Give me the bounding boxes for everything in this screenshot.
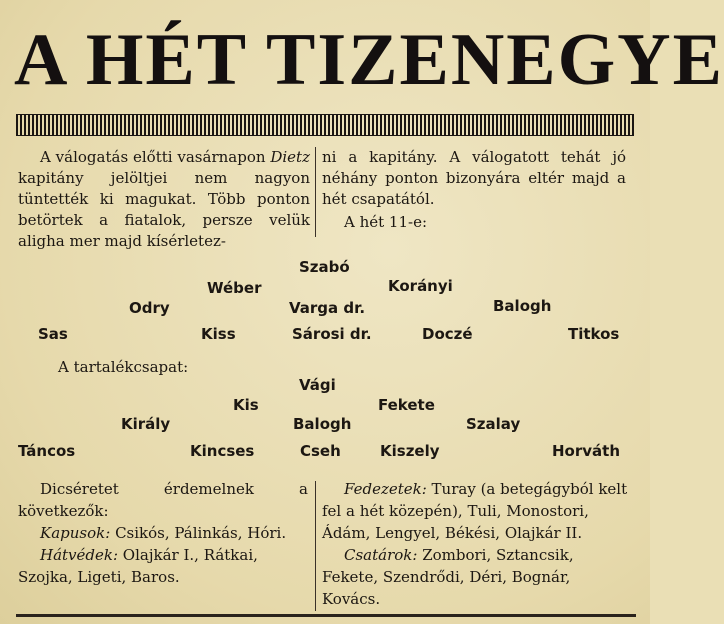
- reserve-goalkeeper: Vági: [299, 376, 336, 394]
- praise-column-right: [322, 478, 628, 610]
- intro-text-a: A válogatás előtti vasárnapon: [40, 148, 271, 166]
- team-half-center: Varga dr.: [289, 299, 366, 317]
- reserve-label: A tartalékcsapat:: [58, 358, 189, 376]
- praise-halves: [322, 478, 628, 544]
- praise-column-left: [18, 478, 308, 588]
- bottom-rule: [16, 614, 636, 617]
- halves-names: Turay (a betegágyból kelt fel a hét közepén), Tuli, Monostori, Ádám, Lengyel, Békési, Olajkár II.: [322, 480, 628, 542]
- backs-label: Hátvédek:: [40, 546, 119, 564]
- team-forward-5: Titkos: [568, 325, 620, 343]
- team-half-right: Balogh: [493, 297, 552, 315]
- decorative-rule: [16, 114, 634, 136]
- team-forward-4: Doczé: [422, 325, 473, 343]
- team-forward-1: Sas: [38, 325, 68, 343]
- praise-forwards: [322, 544, 628, 610]
- reserve-back-left: Kis: [233, 396, 259, 414]
- reserve-forward-5: Horváth: [552, 442, 621, 460]
- halves-label: Fedezetek:: [344, 480, 427, 498]
- reserve-back-right: Fekete: [378, 396, 435, 414]
- column-divider-lower: [315, 481, 316, 611]
- intro-column-right: [322, 147, 626, 233]
- intro-name: Dietz: [270, 148, 310, 166]
- team-intro: A hét 11-e:: [344, 213, 428, 231]
- reserve-forward-2: Kincses: [190, 442, 255, 460]
- headline: A HÉT TIZENEGYE: [14, 19, 724, 101]
- backs-names: Olajkár I., Rátkai, Szojka, Ligeti, Baros.: [18, 546, 258, 586]
- praise-lead: Dicséretet érdemelnek a következők:: [18, 480, 308, 520]
- reserve-half-right: Szalay: [466, 415, 521, 433]
- team-forward-2: Kiss: [201, 325, 236, 343]
- keepers-label: Kapusok:: [40, 524, 111, 542]
- intro-paragraph: A válogatás előtti vasárnapon Dietz kapitány jelöltjei nem nagyon tüntették ki magukat. Több ponton betörtek a fiatalok, persze velük aligha mer majd kísérletez-: [18, 148, 310, 250]
- reserve-forward-4: Kiszely: [380, 442, 440, 460]
- team-half-left: Odry: [129, 299, 170, 317]
- column-divider: [315, 147, 316, 237]
- reserve-forward-3: Cseh: [300, 442, 341, 460]
- intro-column-left: [18, 147, 310, 252]
- forwards-names: Zombori, Sztancsik, Fekete, Szendrődi, Déri, Bognár, Kovács.: [322, 546, 574, 608]
- team-goalkeeper: Szabó: [299, 258, 350, 276]
- intro-continuation: ni a kapitány. A válogatott tehát jó néhány ponton bizonyára eltér majd a hét csapatától.: [322, 148, 626, 208]
- reserve-half-left: Király: [121, 415, 171, 433]
- praise-keepers: [18, 522, 308, 544]
- keepers-names: Csikós, Pálinkás, Hóri.: [110, 524, 287, 542]
- intro-col1-end: velük aligha mer majd kísérletez-: [18, 211, 310, 250]
- team-forward-3: Sárosi dr.: [292, 325, 372, 343]
- team-back-right: Korányi: [388, 277, 453, 295]
- forwards-label: Csatárok:: [344, 546, 418, 564]
- reserve-forward-1: Táncos: [18, 442, 76, 460]
- praise-backs: [18, 544, 308, 588]
- reserve-half-center: Balogh: [293, 415, 352, 433]
- team-back-left: Wéber: [207, 279, 262, 297]
